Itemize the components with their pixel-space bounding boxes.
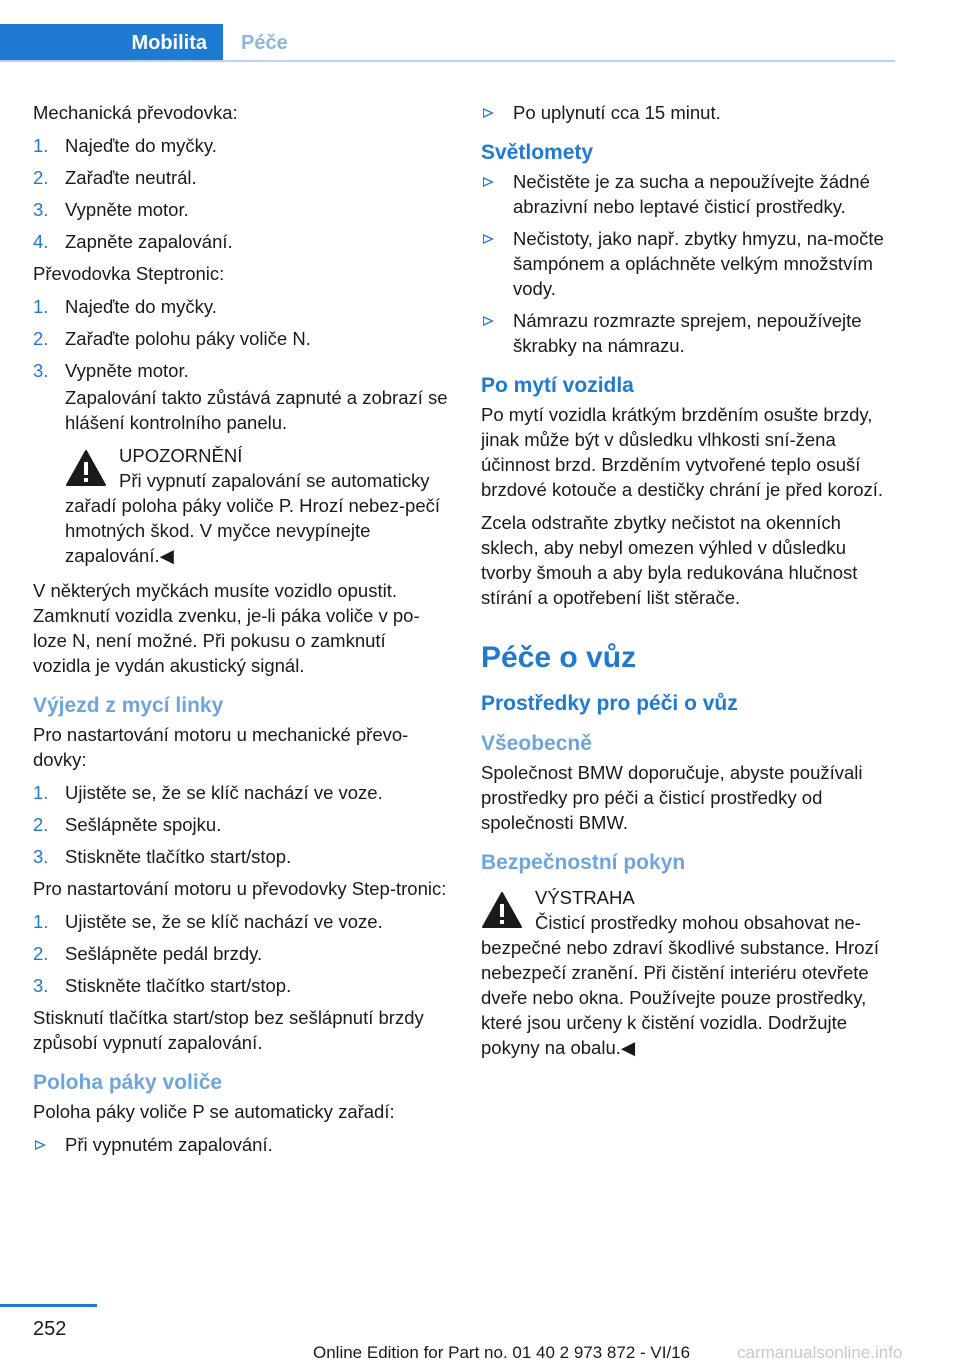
list-item: 3. Stiskněte tlačítko start/stop.	[33, 975, 292, 996]
exit-steptronic-intro: Pro nastartování motoru u převodovky Step-tronic:	[33, 878, 447, 899]
exit-manual-intro: Pro nastartování motoru u mechanické převo-dovky:	[33, 724, 409, 770]
list-item: 1. Ujistěte se, že se klíč nachází ve voze.	[33, 911, 383, 932]
warning-title: UPOZORNĚNÍ	[119, 445, 243, 466]
warning-icon	[65, 449, 107, 487]
manual-intro: Mechanická převodovka:	[33, 102, 238, 123]
triangle-bullet-icon	[483, 177, 494, 187]
section-heading: Světlomety	[481, 141, 594, 164]
section-heading: Poloha páky voliče	[33, 1071, 223, 1094]
bullet-list	[481, 100, 896, 125]
list-item: Námrazu rozmrazte sprejem, nepoužívejte škrabky na námrazu.	[481, 308, 896, 358]
list-item: 2. Sešlápněte pedál brzdy.	[33, 943, 263, 964]
section-heading: Všeobecně	[481, 732, 592, 755]
list-item: 4. Zapněte zapalování.	[33, 231, 233, 252]
chapter-title: Péče o vůz	[481, 641, 637, 674]
section-heading: Bezpečnostní pokyn	[481, 851, 686, 874]
paragraph: Stisknutí tlačítka start/stop bez sešlápnutí brzdy způsobí vypnutí zapalování.	[33, 1007, 424, 1053]
section-heading: Výjezd z mycí linky	[33, 694, 224, 717]
bullet-list	[481, 169, 896, 358]
bullet-list	[33, 1132, 448, 1157]
steptronic-intro: Převodovka Steptronic:	[33, 263, 225, 284]
exit-manual-steps	[33, 780, 448, 869]
edition-note: Online Edition for Part no. 01 40 2 973 872 - VI/16	[313, 1343, 691, 1362]
list-item: 2. Sešlápněte spojku.	[33, 814, 222, 835]
list-item: 3. Vypněte motor.	[33, 199, 189, 220]
manual-steps	[33, 133, 448, 254]
exit-steptronic-steps	[33, 909, 448, 998]
paragraph: Společnost BMW doporučuje, abyste používali prostředky pro péči a čisticí prostředky od společnosti BMW.	[481, 762, 863, 833]
left-column	[33, 100, 448, 1164]
list-item: 3. Vypněte motor.	[33, 360, 189, 381]
section-heading: Po mytí vozidla	[481, 374, 634, 397]
triangle-bullet-icon	[483, 108, 494, 118]
list-item: Nečistěte je za sucha a nepoužívejte žádné abrazivní nebo leptavé čisticí prostředky.	[481, 169, 896, 219]
tab-mobilita[interactable]: Mobilita	[0, 24, 223, 62]
footer-accent-line	[0, 1304, 97, 1307]
warning-box	[65, 443, 448, 568]
triangle-bullet-icon	[483, 234, 494, 244]
triangle-bullet-icon	[483, 316, 494, 326]
list-item: 1. Ujistěte se, že se klíč nachází ve voze.	[33, 782, 383, 803]
watermark: carmanualsonline.info	[737, 1343, 903, 1362]
warning-box	[481, 885, 896, 1060]
page-number: 252	[33, 1318, 67, 1340]
steptronic-note: Zapalování takto zůstává zapnuté a zobrazí se hlášení kontrolního panelu.	[65, 387, 448, 433]
steptronic-steps	[33, 294, 448, 383]
list-item: Při vypnutém zapalování.	[33, 1132, 448, 1157]
right-column	[481, 100, 896, 1070]
subchapter-title: Prostředky pro péči o vůz	[481, 692, 738, 715]
paragraph: Po mytí vozidla krátkým brzděním osušte brzdy, jinak může být v důsledku vlhkosti sní-žena účinnost brzd. Brzděním vytvořené teplo osuší brzdové kotouče a destičky chrání je před korozí.	[481, 404, 884, 500]
header-tabs	[0, 24, 895, 62]
list-item: 3. Stiskněte tlačítko start/stop.	[33, 846, 292, 867]
paragraph: V některých myčkách musíte vozidlo opustit. Zamknutí vozidla zvenku, je-li páka voliče v po-loze N, není možné. Při pokusu o zamknutí vozidla je vydán akustický signál.	[33, 580, 420, 676]
list-item: 2. Zařaďte polohu páky voliče N.	[33, 328, 311, 349]
list-item: Po uplynutí cca 15 minut.	[481, 100, 896, 125]
paragraph: Zcela odstraňte zbytky nečistot na okenních sklech, aby nebyl omezen výhled v důsledku tvorby šmouh a aby byla redukována hlučnost stírání a opotřebení lišt stěrače.	[481, 512, 858, 608]
triangle-bullet-icon	[35, 1140, 46, 1150]
list-item: 1. Najeďte do myčky.	[33, 296, 217, 317]
list-item: 2. Zařaďte neutrál.	[33, 167, 197, 188]
list-item: 1. Najeďte do myčky.	[33, 135, 217, 156]
warning-icon	[481, 891, 523, 929]
list-item: Nečistoty, jako např. zbytky hmyzu, na-močte šampónem a opláchněte velkým množstvím vody.	[481, 226, 896, 301]
warning-text: Čisticí prostředky mohou obsahovat ne- bezpečné nebo zdraví škodlivé substance. Hrozí nebezpečí zranění. Při čistění interiéru otevřete dveře nebo okna. Používejte pouze prostředky, které jsou určeny k čistění vozidla. Dodržujte pokyny na obalu.◀	[481, 912, 879, 1058]
header-divider	[0, 60, 895, 62]
paragraph: Poloha páky voliče P se automaticky zařadí:	[33, 1101, 395, 1122]
warning-title: VÝSTRAHA	[535, 887, 635, 908]
tab-pece[interactable]: Péče	[241, 31, 288, 54]
warning-text: Při vypnutí zapalování se automaticky zařadí poloha páky voliče P. Hrozí nebez-pečí hmotných škod. V myčce nevypínejte zapalování.◀	[65, 470, 441, 566]
